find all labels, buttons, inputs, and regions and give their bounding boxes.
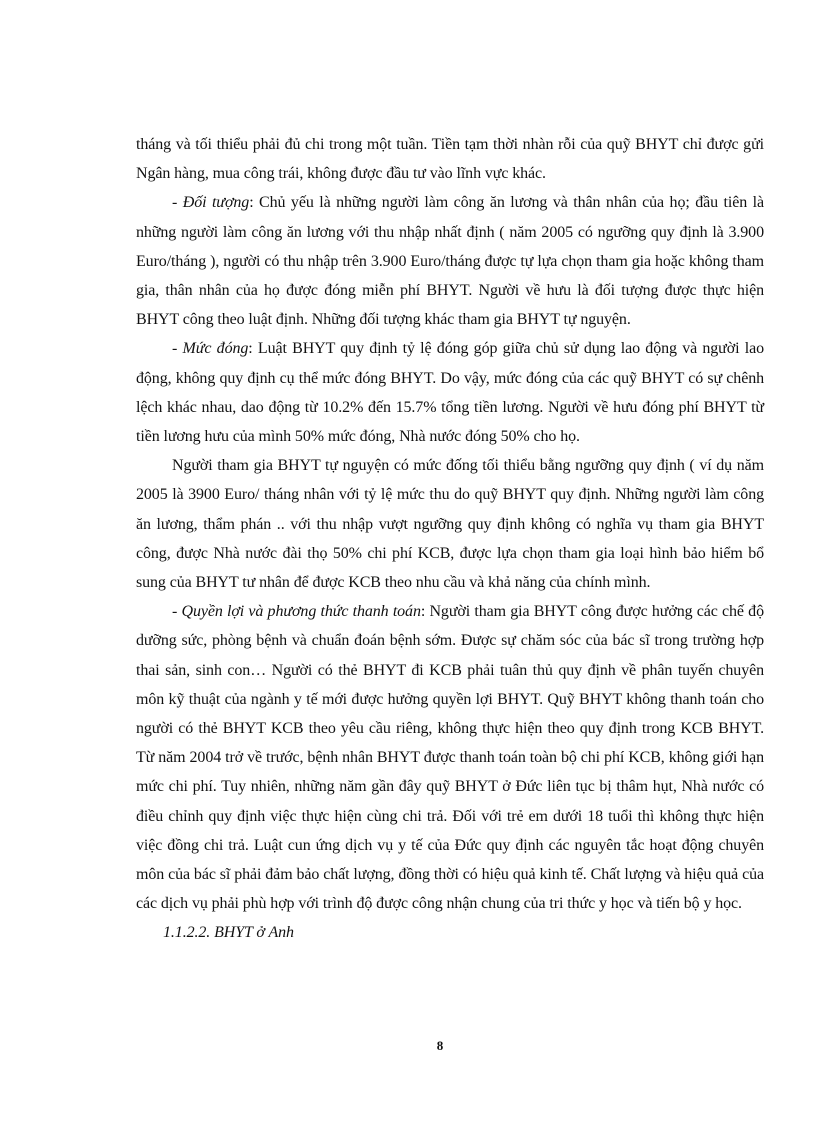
section-subheading: 1.1.2.2. BHYT ở Anh — [163, 924, 294, 942]
paragraph-contribution — [136, 334, 764, 451]
body-text — [136, 130, 764, 948]
term-subjects: Đối tượng — [182, 194, 250, 212]
paragraph-dash: - — [172, 603, 182, 621]
page-number: 8 — [436, 1038, 444, 1053]
paragraph-dash: - — [172, 194, 183, 212]
paragraph-dash: - — [172, 340, 183, 358]
paragraph-body: : Luật BHYT quy định tỷ lệ đóng góp giữa chủ sử dụng lao động và người lao động, không quy định cụ thể mức đóng BHYT. Do vậy, mức đóng của các quỹ BHYT có sự chênh lệch khác nhau, dao động từ 10.2% đến 15.7% tổng tiền lương. Người về hưu đóng phí BHYT từ tiền lương hưu của mình 50% mức đóng, Nhà nước đóng 50% cho họ. — [136, 340, 764, 446]
paragraph-voluntary: Người tham gia BHYT tự nguyện có mức đống tối thiểu bằng ngưỡng quy định ( ví dụ năm 2005 là 3900 Euro/ tháng nhân với tỷ lệ mức thu do quỹ BHYT quy định. Những người làm công ăn lương, thẩm phán .. với thu nhập vượt ngưỡng quy định không có nghĩa vụ tham gia BHYT công, được Nhà nước đài thọ 50% chi phí KCB, được lựa chọn tham gia loại hình bảo hiểm bổ sung của BHYT tư nhân để được KCB theo nhu cầu và khả năng của chính mình. — [136, 457, 764, 592]
term-benefits: Quyền lợi và phương thức thanh toán — [181, 603, 421, 621]
paragraph-benefits — [136, 597, 764, 918]
paragraph-body: : Chủ yếu là những người làm công ăn lương và thân nhân của họ; đầu tiên là những người làm công ăn lương với thu nhập nhất định ( năm 2005 có ngưỡng quy định là 3.900 Euro/tháng ), người có thu nhập trên 3.900 Euro/tháng được tự lựa chọn tham gia hoặc không tham gia, thân nhân của họ được đóng miễn phí BHYT. Người về hưu là đối tượng được thực hiện BHYT công theo luật định. Những đối tượng khác tham gia BHYT tự nguyện. — [136, 194, 764, 329]
term-contribution: Mức đóng — [182, 340, 249, 358]
paragraph-fund-deposit: tháng và tối thiểu phải đủ chi trong một tuần. Tiền tạm thời nhàn rỗi của quỹ BHYT chỉ được gửi Ngân hàng, mua công trái, không được đầu tư vào lĩnh vực khác. — [136, 136, 764, 183]
paragraph-body: : Người tham gia BHYT công được hưởng các chế độ dưỡng sức, phòng bệnh và chuẩn đoán bệnh sớm. Được sự chăm sóc của bác sĩ trong trường hợp thai sản, sinh con… Người có thẻ BHYT đi KCB phải tuân thủ quy định về phân tuyến chuyên môn kỹ thuật của ngành y tế mới được hưởng quyền lợi BHYT. Quỹ BHYT không thanh toán cho người có thẻ BHYT KCB theo yêu cầu riêng, không thực hiện theo quy định trong KCB BHYT. Từ năm 2004 trở về trước, bệnh nhân BHYT được thanh toán toàn bộ chi phí KCB, không giới hạn mức chi phí. Tuy nhiên, những năm gần đây quỹ BHYT ở Đức liên tục bị thâm hụt, Nhà nước có điều chỉnh quy định việc thực hiện cùng chi trả. Đối với trẻ em dưới 18 tuổi thì không thực hiện việc đồng chi trả. Luật cun ứng dịch vụ y tế của Đức quy định các nguyên tắc hoạt động chuyên môn của bác sĩ phải đảm bảo chất lượng, đồng thời có hiệu quả kinh tế. Chất lượng và hiệu quả của các dịch vụ phải phù hợp với trình độ được công nhận chung của tri thức y học và tiến bộ y học. — [136, 603, 764, 913]
paragraph-subjects — [136, 188, 764, 334]
